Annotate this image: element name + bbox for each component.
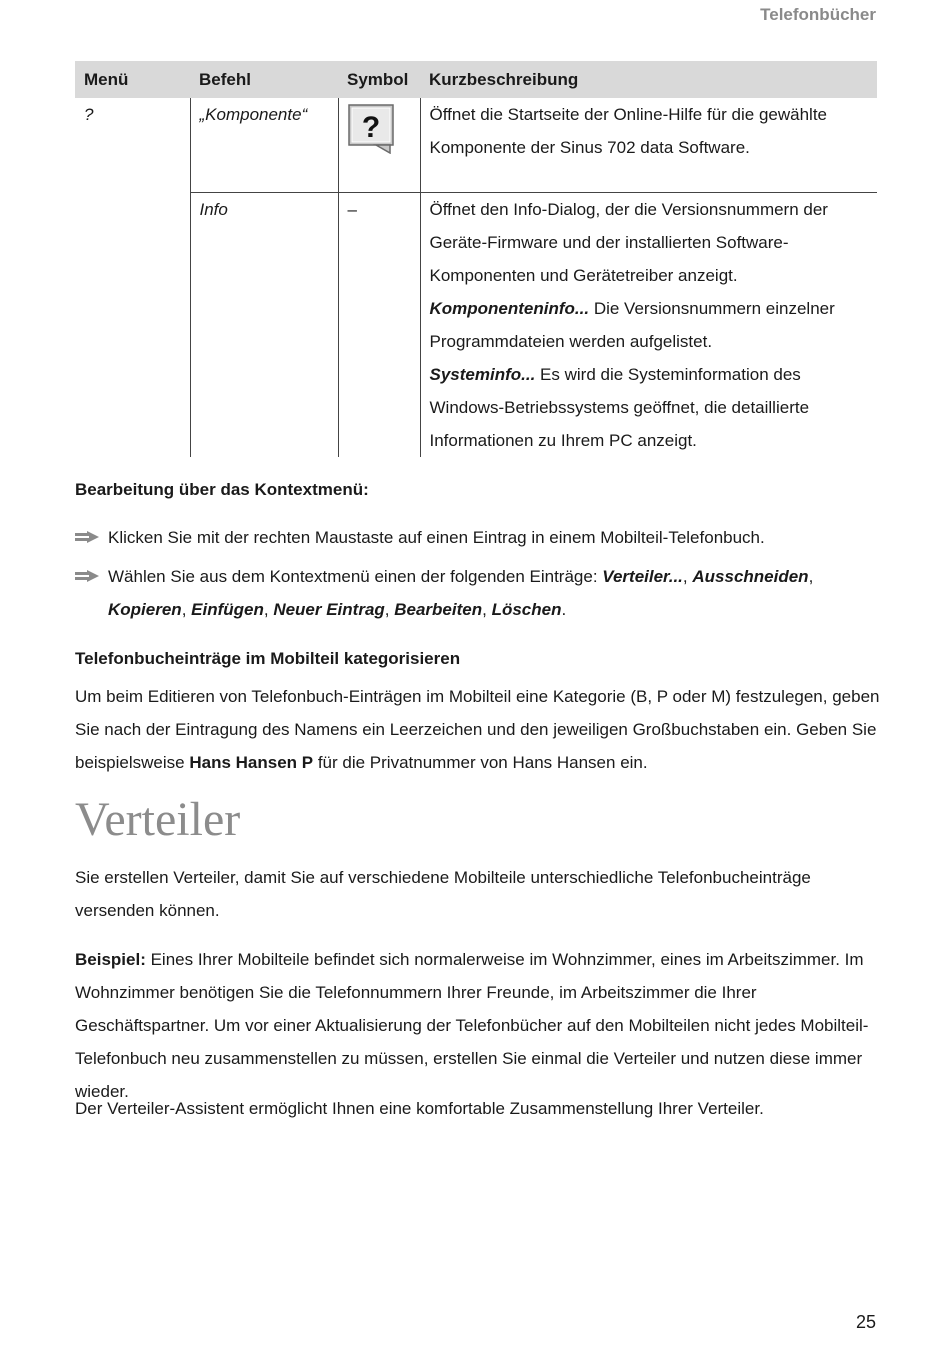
example-text: Eines Ihrer Mobilteile befindet sich normalerweise im Wohnzimmer, eines im Arbeitszimmer. Im Wohnzimmer benötigen Sie die Telefonnummern Ihrer Freunde, im Arbeitszimmer die Ihrer Geschäftspartner. Um vor einer Aktualisierung der Telefonbücher auf den Mobilteilen nicht jedes Mobilteil-Telefonbuch neu zusammenstellen zu müssen, erstellen Sie einmal die Verteiler und nutzen diese immer wieder. xyxy=(75,950,869,1101)
list-item xyxy=(75,560,880,626)
help-icon xyxy=(348,104,396,154)
running-header: Telefonbücher xyxy=(760,5,876,24)
header-command: Befehl xyxy=(190,61,338,98)
categorize-example: Hans Hansen P xyxy=(189,753,314,772)
bullet-text: Klicken Sie mit der rechten Maustaste auf einen Eintrag in einem Mobilteil-Telefonbuch. xyxy=(108,528,765,547)
cell-description xyxy=(420,193,877,458)
entry-bearbeiten: Bearbeiten xyxy=(394,600,483,619)
arrow-right-icon xyxy=(75,560,101,593)
cell-symbol xyxy=(338,98,420,193)
bullet-text: Wählen Sie aus dem Kontextmenü einen der folgenden Einträge: Verteiler..., Ausschneiden, Kopieren, Einfügen, Neuer Eintrag, Bearbeiten, Löschen. xyxy=(108,567,814,619)
categorize-heading: Telefonbucheinträge im Mobilteil kategorisieren xyxy=(75,649,461,668)
context-menu-heading: Bearbeitung über das Kontextmenü: xyxy=(75,480,369,499)
section-title: Verteiler xyxy=(75,793,241,846)
list-item xyxy=(75,521,880,554)
categorize-paragraph xyxy=(75,680,880,779)
command-table xyxy=(75,61,877,457)
svg-text:?: ? xyxy=(361,111,380,144)
entry-loeschen: Löschen xyxy=(491,600,562,619)
entry-ausschneiden: Ausschneiden xyxy=(692,567,809,586)
component-info-text: Die Versionsnummern einzelner Programmdateien werden aufgelistet. xyxy=(429,299,835,351)
component-info-label: Komponenteninfo... xyxy=(429,299,590,318)
system-info-label: Systeminfo... xyxy=(429,365,536,384)
header-description: Kurzbeschreibung xyxy=(420,61,877,98)
header-menu: Menü xyxy=(75,61,190,98)
info-description: Öffnet den Info-Dialog, der die Versionsnummern der Geräte-Firmware und der installierten Software-Komponenten und Gerätetreiber anzeigt. xyxy=(429,200,828,285)
entry-kopieren: Kopieren xyxy=(108,600,182,619)
table-header-row xyxy=(75,61,877,98)
header-symbol: Symbol xyxy=(338,61,420,98)
categorize-text-1: Um beim Editieren von Telefonbuch-Einträgen im Mobilteil eine Kategorie (B, P oder M) festzulegen, geben Sie nach der Eintragung des Namens ein Leerzeichen und den jeweiligen Großbuchstaben ein. Geben Sie beispielsweise xyxy=(75,687,880,772)
entry-einfuegen: Einfügen xyxy=(191,600,264,619)
example-label: Beispiel: xyxy=(75,950,146,969)
table-row xyxy=(75,98,877,193)
categorize-text-2: für die Privatnummer von Hans Hansen ein. xyxy=(313,753,648,772)
entry-verteiler: Verteiler... xyxy=(602,567,683,586)
cell-symbol: – xyxy=(338,193,420,458)
verteiler-example xyxy=(75,943,880,1108)
cell-menu: ? xyxy=(84,105,94,124)
arrow-right-icon xyxy=(75,521,101,554)
verteiler-intro: Sie erstellen Verteiler, damit Sie auf verschiedene Mobilteile unterschiedliche Telefonbucheinträge versenden können. xyxy=(75,868,811,920)
cell-description: Öffnet die Startseite der Online-Hilfe für die gewählte Komponente der Sinus 702 data Software. xyxy=(420,98,877,193)
table-row xyxy=(75,193,877,458)
system-info-text: Es wird die Systeminformation des Windows-Betriebssystems geöffnet, die detaillierte Informationen zu Ihrem PC anzeigt. xyxy=(429,365,810,450)
cell-command: „Komponente“ xyxy=(190,98,338,193)
bullet-prefix: Wählen Sie aus dem Kontextmenü einen der folgenden Einträge: xyxy=(108,567,603,586)
entry-neuer-eintrag: Neuer Eintrag xyxy=(273,600,385,619)
verteiler-assistant: Der Verteiler-Assistent ermöglicht Ihnen eine komfortable Zusammenstellung Ihrer Verteiler. xyxy=(75,1099,764,1118)
page-number: 25 xyxy=(855,1312,876,1332)
cell-command: Info xyxy=(190,193,338,458)
cell-menu-empty xyxy=(75,193,190,458)
